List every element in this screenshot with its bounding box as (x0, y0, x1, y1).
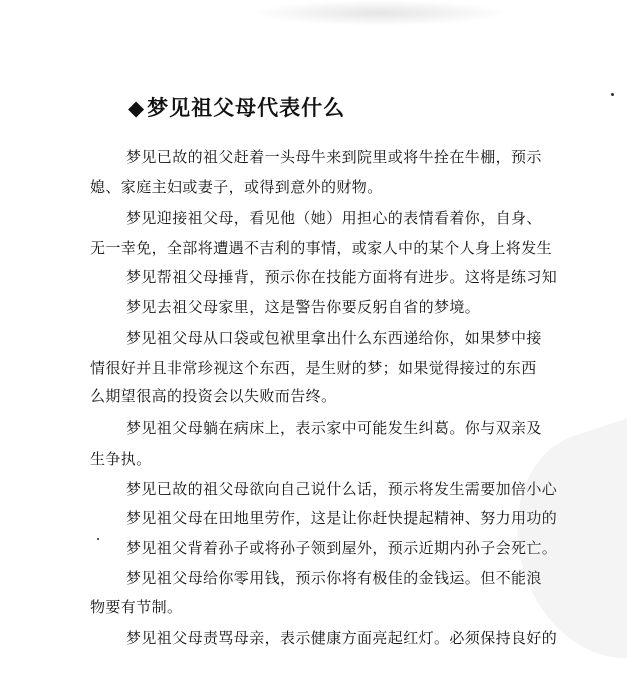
body-line: 梦见已故的祖父赶着一头母牛来到院里或将牛拴在牛棚，预示 (126, 148, 542, 166)
body-line: 情很好并且非常珍视这个东西，是生财的梦；如果觉得接过的东西 (90, 359, 537, 377)
body-line: 生争执。 (90, 450, 152, 468)
body-line: 物要有节制。 (90, 598, 183, 616)
body-line: 梦见祖父母责骂母亲，表示健康方面亮起红灯。必须保持良好的 (126, 629, 558, 647)
scan-shadow (250, 0, 510, 26)
body-line: 梦见祖父母给你零用钱，预示你将有极佳的金钱运。但不能浪 (126, 569, 542, 587)
diamond-icon: ◆ (128, 96, 146, 120)
body-line: 媳、家庭主妇或妻子，或得到意外的财物。 (90, 178, 383, 196)
body-line: 梦见帮祖父母捶背，预示你在技能方面将有进步。这将是练习知 (126, 268, 558, 286)
body-line: 梦见祖父母从口袋或包袱里拿出什么东西递给你，如果梦中接 (126, 329, 542, 347)
body-line: 梦见去祖父母家里，这是警告你要反躬自省的梦境。 (126, 298, 481, 316)
body-line: 梦见祖父母躺在病床上，表示家中可能发生纠葛。你与双亲及 (126, 419, 542, 437)
body-line: 梦见祖父母在田地里劳作，这是让你赶快提起精神、努力用功的 (126, 509, 558, 527)
body-line: 梦见祖父背着孙子或将孙子领到屋外，预示近期内孙子会死亡。 (126, 539, 558, 557)
page-title (128, 92, 345, 122)
body-line: 梦见迎接祖父母，看见他（她）用担心的表情看着你，自身、 (126, 209, 542, 227)
page-title-text: 梦见祖父母代表什么 (147, 96, 346, 120)
page-mark-dot (611, 93, 614, 96)
body-line: 无一幸免，全部将遭遇不吉利的事情，或家人中的某个人身上将发生 (90, 239, 553, 257)
body-line: 么期望很高的投资会以失败而告终。 (90, 387, 337, 405)
body-line: 梦见已故的祖父母欲向自己说什么话，预示将发生需要加倍小心 (126, 480, 558, 498)
